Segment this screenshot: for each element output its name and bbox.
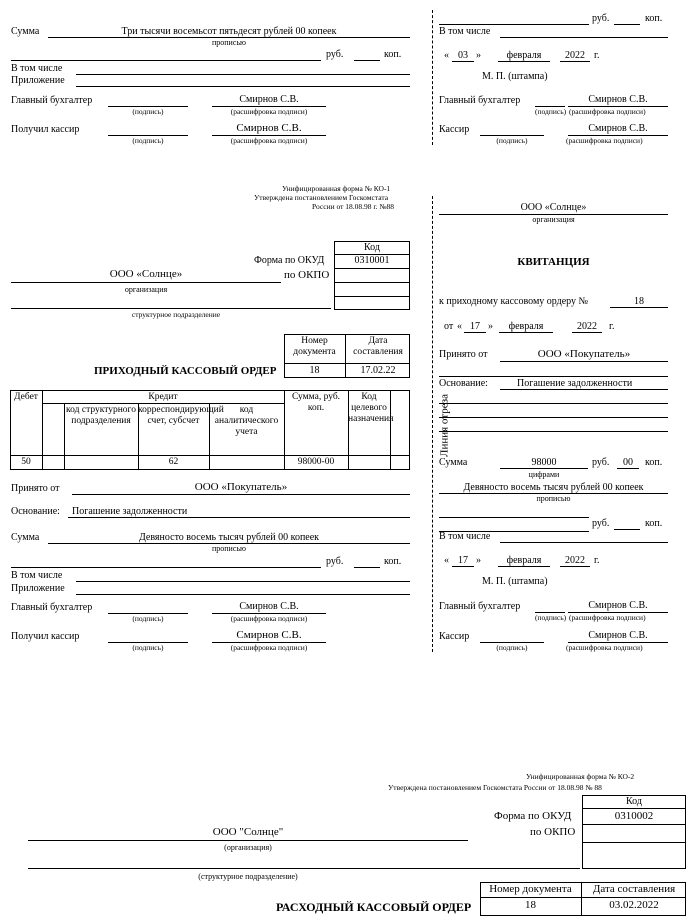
doc-number: 18 [309,365,320,376]
propisyu-caption: прописью [211,544,247,553]
row-sum: 98000-00 [297,457,335,467]
kop-label: коп. [645,13,663,24]
year-suffix: г. [594,50,600,61]
v-tom-chisle-label: В том числе [11,570,63,581]
rub-label: руб. [592,457,610,468]
received-from: ООО «Покупатель» [194,481,288,493]
rub-label: руб. [592,13,610,24]
received-from: ООО «Покупатель» [537,348,631,360]
chief-accountant-name: Смирнов С.В. [588,94,648,105]
rub-label: руб. [592,518,610,529]
kop-label: коп. [384,49,402,60]
cashier-name: Смирнов С.В. [236,122,302,134]
subdivision-caption: структурное подразделение [131,310,221,319]
code-header: Код [364,242,380,253]
col-corr-account: корреспондирующий счет, субсчет [138,405,224,426]
organization-name: ООО «Солнце» [109,268,183,280]
quote-open: « [444,555,449,566]
row-debet: 50 [21,457,31,467]
received-from-label: Принято от [439,349,488,360]
cashier-name: Смирнов С.В. [588,630,648,641]
form-line-1: Унифицированная форма № КО-1 [282,184,391,193]
chief-accountant-label: Главный бухгалтер [439,95,521,106]
doc-date: 03.02.2022 [609,899,659,911]
signature-caption: (подпись) [132,643,164,652]
date-year: 2022 [577,321,597,332]
kop-label: коп. [645,457,663,468]
okud-value: 0310001 [354,255,390,266]
date-month: февраля [506,50,542,61]
form-line-2: Утверждена постановлением Госкомстата России от 18.08.98 № 88 [388,783,602,792]
date-day: 17 [458,555,468,566]
order-number: 18 [634,296,644,307]
cut-line-label: Линия отреза [438,394,451,457]
form-line-2: Утверждена постановлением Госкомстата [254,193,389,202]
organization-caption: (организация) [224,843,272,852]
col-purpose-code: Код целевого назначения [348,392,394,424]
doc-number-header: Номер документа [489,883,572,895]
date-day: 17 [470,321,480,332]
date-year: 2022 [565,555,585,566]
ot-label: от [444,321,454,332]
prilozhenie-label: Приложение [11,583,65,594]
receipt-organization: ООО «Солнце» [520,202,587,213]
form-line-1: Унифицированная форма № КО-2 [526,772,635,781]
col-struct-code: код структурного подразделения [66,405,136,426]
receipt-title: КВИТАНЦИЯ [517,256,590,268]
stamp-caption: М. П. (штампа) [482,576,548,587]
quote-open: « [444,50,449,61]
stamp-caption: М. П. (штампа) [482,71,548,82]
cashier-label: Кассир [439,631,470,642]
doc-date-header: Дата составления [353,336,403,357]
prilozhenie-label: Приложение [11,75,65,86]
col-kredit: Кредит [148,392,178,402]
date-month: февраля [508,321,544,332]
pko-title: ПРИХОДНЫЙ КАССОВЫЙ ОРДЕР [94,365,277,377]
okud-label: Форма по ОКУД [494,810,572,822]
cashier-name: Смирнов С.В. [236,629,302,641]
chief-accountant-label: Главный бухгалтер [11,95,93,106]
chief-accountant-name: Смирнов С.В. [588,600,648,611]
form-line-3: России от 18.08.98 г. №88 [312,202,395,211]
col-sum: Сумма, руб. коп. [291,392,341,413]
signature-decode-caption: (расшифровка подписи) [566,136,643,145]
date-year: 2022 [565,50,585,61]
signature-decode-caption: (расшифровка подписи) [230,107,308,116]
sum-number: 98000 [531,457,557,468]
basis-label: Основание: [11,506,60,517]
date-month: февраля [506,555,542,566]
to-order-label: к приходному кассовому ордеру № [439,296,589,307]
signature-decode-caption: (расшифровка подписи) [230,643,308,652]
sum-words: Три тысячи восемьсот пятьдесят рублей 00 копеек [121,26,337,37]
col-debet: Дебет [14,392,38,402]
rub-label: руб. [326,49,344,60]
signature-decode-caption: (расшифровка подписи) [569,107,646,116]
v-tom-chisle-label: В том числе [439,26,491,37]
quote-open: « [457,321,462,332]
col-analytic-code: код аналитического учета [214,405,279,437]
doc-date-header: Дата составления [592,883,676,895]
propisyu-caption: прописью [211,38,247,47]
okpo-label: по ОКПО [530,826,576,838]
rub-label: руб. [326,556,344,567]
v-tom-chisle-label: В том числе [439,531,491,542]
chief-accountant-label: Главный бухгалтер [11,602,93,613]
organization-caption: организация [532,215,575,224]
signature-decode-caption: (расшифровка подписи) [566,643,643,652]
doc-number-header: Номер документа [293,336,336,357]
v-tom-chisle-label: В том числе [11,63,63,74]
chief-accountant-name: Смирнов С.В. [239,601,299,612]
organization-name: ООО "Солнце" [212,826,284,838]
code-header: Код [626,796,642,807]
cut-line-top [432,10,433,145]
subdivision-caption: (структурное подразделение) [198,872,298,881]
cashier-label: Кассир [439,124,470,135]
year-suffix: г. [609,321,615,332]
signature-caption: (подпись) [535,613,567,622]
cut-line-main [432,196,433,652]
cashier-label: Получил кассир [11,631,80,642]
signature-decode-caption: (расшифровка подписи) [230,614,308,623]
chief-accountant-name: Смирнов С.В. [239,94,299,105]
quote-close: » [476,50,481,61]
cashier-name: Смирнов С.В. [588,123,648,134]
sum-label: Сумма [11,26,40,37]
kop-label: коп. [384,556,402,567]
quote-close: » [488,321,493,332]
okpo-label: по ОКПО [284,269,330,281]
sum-words: Девяносто восемь тысяч рублей 00 копеек [463,482,644,493]
signature-caption: (подпись) [132,107,164,116]
okud-label: Форма по ОКУД [254,255,325,266]
kop-label: коп. [645,518,663,529]
date-day: 03 [458,50,468,61]
quote-close: » [476,555,481,566]
cashier-label: Получил кассир [11,124,80,135]
sum-words: Девяносто восемь тысяч рублей 00 копеек [138,532,320,543]
signature-decode-caption: (расшифровка подписи) [230,136,308,145]
organization-caption: организация [124,285,168,294]
sum-label: Сумма [11,532,40,543]
signature-caption: (подпись) [132,614,164,623]
year-suffix: г. [594,555,600,566]
signature-caption: (подпись) [535,107,567,116]
doc-number: 18 [525,899,536,911]
received-from-label: Принято от [11,483,60,494]
basis: Погашение задолженности [517,378,633,389]
kop-value: 00 [623,457,633,468]
okud-value: 0310002 [614,810,654,822]
basis-label: Основание: [439,378,488,389]
signature-decode-caption: (расшифровка подписи) [569,613,646,622]
basis: Погашение задолженности [72,506,188,517]
row-corr: 62 [168,457,179,467]
signature-caption: (подпись) [496,643,528,652]
doc-date: 17.02.22 [360,365,396,376]
signature-caption: (подпись) [132,136,164,145]
rko-title: РАСХОДНЫЙ КАССОВЫЙ ОРДЕР [276,900,472,914]
chief-accountant-label: Главный бухгалтер [439,601,521,612]
sum-label: Сумма [439,457,468,468]
propisyu-caption: прописью [536,494,571,503]
digits-caption: цифрами [528,470,560,479]
signature-caption: (подпись) [496,136,528,145]
